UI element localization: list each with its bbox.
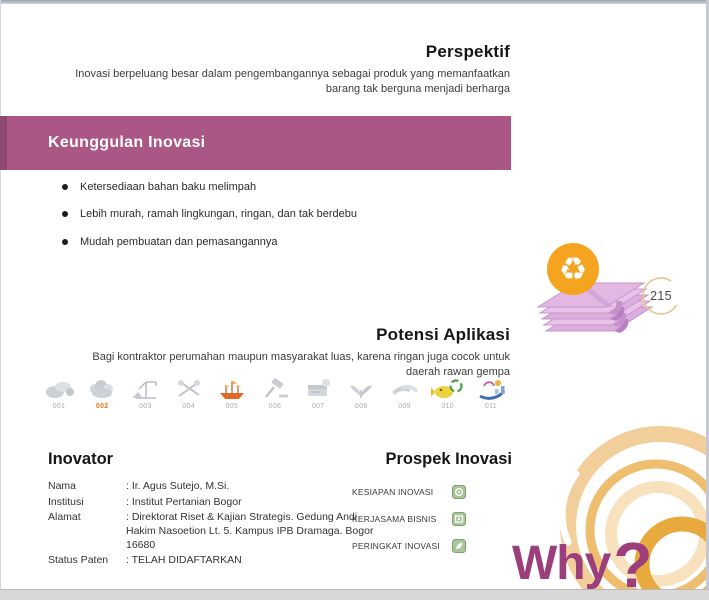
bullet-icon [62,211,68,217]
category-006 [256,377,294,410]
page-bottom-edge [0,589,709,600]
services-icon [474,377,508,401]
list-item-text: Lebih murah, ramah lingkungan, ringan, dan tak berdebu [80,208,358,221]
category-number: 004 [182,403,195,410]
handshake-icon [388,377,422,401]
page-top-edge [0,0,709,4]
recycle-icon: ♻ [558,251,588,287]
food-icon [42,377,76,401]
inovator-fields [48,480,383,568]
list-item-text: Mudah pembuatan dan pemasangannya [80,235,278,248]
category-number-active: 002 [95,403,109,410]
list-item [60,207,490,221]
potensi-title: Potensi Aplikasi [376,325,510,344]
inovator-section [48,450,383,570]
plant-icon [344,377,378,401]
category-number: 005 [225,403,239,410]
category-010 [429,377,467,410]
category-number: 007 [311,403,325,410]
category-number: 009 [398,403,411,410]
category-002 [83,377,121,410]
field-label: Alamat [48,511,81,524]
prospek-item-kerjasama [352,512,466,526]
perspektif-body: Inovasi berpeluang besar dalam pengembangannya sebagai produk yang memanfaatkan barang tak berguna menjadi berharga [75,68,510,96]
list-item-text: Ketersediaan bahan baku melimpah [80,181,257,193]
prospek-title: Prospek Inovasi [385,450,512,468]
tools-icon [172,377,206,401]
category-001 [40,377,78,410]
category-004 [170,377,208,410]
prospek-section [352,450,512,566]
prospek-items [352,485,466,553]
readiness-icon [452,485,466,499]
bullet-icon [62,184,68,190]
question-mark: ? [613,528,653,589]
field-row-status-paten [48,554,383,568]
category-005 [213,377,251,410]
ship-icon [215,377,249,401]
field-row-nama [48,480,383,494]
construction-icon [128,377,162,401]
category-number: 001 [52,403,66,410]
page-left-edge [0,0,1,600]
bullet-icon [62,239,68,245]
business-icon [452,512,466,526]
prospek-item-kesiapan [352,485,466,499]
prospek-item-peringkat [352,539,466,553]
category-number: 003 [139,403,152,410]
inovator-title: Inovator [48,450,114,468]
why-graphic [506,414,706,589]
category-009 [386,377,424,410]
fish-recycle-icon [431,377,465,401]
potensi-body: Bagi kontraktor perumahan maupun masyarakat luas, karena ringan juga cocok untuk daerah rawan gempa [92,351,510,379]
category-strip [40,377,510,410]
list-item [60,235,490,249]
finance-icon [301,377,335,401]
page-number-badge [639,274,683,318]
list-item [60,180,490,194]
category-number: 008 [355,403,368,410]
perspektif-title: Perspektif [425,42,510,61]
category-011 [472,377,510,410]
field-value: : Institut Pertanian Bogor [126,495,242,508]
why-word: Why [512,537,611,589]
category-number: 011 [484,403,497,410]
field-label: Institusi [48,495,84,508]
category-008 [342,377,380,410]
category-003 [126,377,164,410]
field-value: : Ir. Agus Sutejo, M.Si. [126,480,230,492]
wool-icon [85,377,119,401]
field-row-alamat [48,511,383,552]
field-label: Status Paten [48,554,109,567]
page-number: 215 [650,289,672,303]
potensi-section [90,325,510,381]
perspektif-section [40,42,510,98]
rank-icon [452,539,466,553]
why-text [512,528,653,589]
field-row-institusi [48,496,383,510]
prospek-label: KERJASAMA BISNIS [352,514,437,524]
gavel-icon [258,377,292,401]
category-number: 010 [441,403,454,410]
category-number: 006 [268,403,282,410]
keunggulan-list [60,180,490,262]
field-value: : Direktorat Riset & Kajian Strategis. Gedung Andi Hakim Nasoetion Lt. 5. Kampus IPB Dramaga. Bogor 16680 [126,511,374,551]
category-007 [299,377,337,410]
prospek-label: PERINGKAT INOVASI [352,541,440,551]
prospek-label: KESIAPAN INOVASI [352,487,434,497]
field-value: : TELAH DIDAFTARKAN [126,554,242,567]
keunggulan-title: Keunggulan Inovasi [48,134,206,151]
field-label: Nama [48,480,77,492]
keunggulan-banner [0,116,511,170]
